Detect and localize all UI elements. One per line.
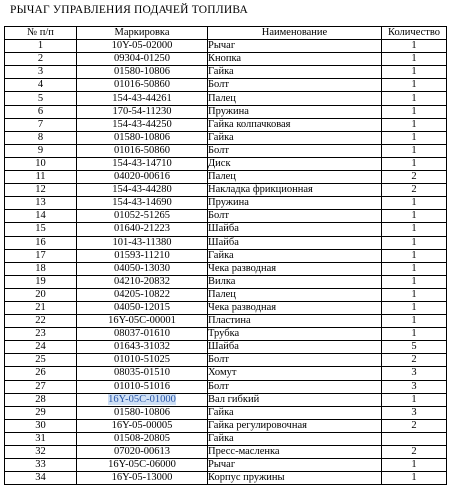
part-name-cell: Трубка bbox=[208, 328, 382, 341]
quantity-cell: 1 bbox=[382, 288, 447, 301]
row-number-cell: 31 bbox=[5, 432, 77, 445]
part-name-cell: Болт bbox=[208, 144, 382, 157]
quantity-cell: 1 bbox=[382, 131, 447, 144]
table-body bbox=[5, 40, 447, 485]
quantity-cell: 2 bbox=[382, 446, 447, 459]
quantity-cell: 1 bbox=[382, 249, 447, 262]
table-row bbox=[5, 184, 447, 197]
part-code-cell: 08035-01510 bbox=[77, 367, 208, 380]
quantity-cell: 1 bbox=[382, 144, 447, 157]
part-code-cell: 154-43-14710 bbox=[77, 157, 208, 170]
table-row bbox=[5, 197, 447, 210]
part-code-cell: 04050-13030 bbox=[77, 262, 208, 275]
row-number-cell: 13 bbox=[5, 197, 77, 210]
part-name-cell: Палец bbox=[208, 288, 382, 301]
part-name-cell: Гайка регулировочная bbox=[208, 419, 382, 432]
part-name-cell: Пластина bbox=[208, 315, 382, 328]
part-code-cell: 01643-31032 bbox=[77, 341, 208, 354]
part-name-cell: Чека разводная bbox=[208, 262, 382, 275]
table-row bbox=[5, 419, 447, 432]
row-number-cell: 7 bbox=[5, 118, 77, 131]
part-name-cell: Пресс-масленка bbox=[208, 446, 382, 459]
row-number-cell: 2 bbox=[5, 53, 77, 66]
table-row bbox=[5, 341, 447, 354]
part-name-cell: Вилка bbox=[208, 275, 382, 288]
part-code-cell: 01580-10806 bbox=[77, 131, 208, 144]
table-row bbox=[5, 92, 447, 105]
row-number-cell: 30 bbox=[5, 419, 77, 432]
table-header-row bbox=[5, 27, 447, 40]
quantity-cell: 1 bbox=[382, 315, 447, 328]
quantity-cell: 1 bbox=[382, 210, 447, 223]
table-row bbox=[5, 367, 447, 380]
table-row bbox=[5, 288, 447, 301]
row-number-cell: 1 bbox=[5, 40, 77, 53]
part-code-cell: 09304-01250 bbox=[77, 53, 208, 66]
part-code-cell: 08037-01610 bbox=[77, 328, 208, 341]
table-row bbox=[5, 380, 447, 393]
part-code-cell: 01580-10806 bbox=[77, 66, 208, 79]
quantity-cell: 1 bbox=[382, 40, 447, 53]
row-number-cell: 18 bbox=[5, 262, 77, 275]
part-name-cell: Рычаг bbox=[208, 459, 382, 472]
part-code-cell: 01580-10806 bbox=[77, 406, 208, 419]
row-number-cell: 24 bbox=[5, 341, 77, 354]
part-code-cell: 16Y-05-00005 bbox=[77, 419, 208, 432]
table-row bbox=[5, 105, 447, 118]
table-row bbox=[5, 223, 447, 236]
table-row bbox=[5, 328, 447, 341]
quantity-cell: 2 bbox=[382, 419, 447, 432]
quantity-cell: 5 bbox=[382, 341, 447, 354]
part-code-cell: 04205-10822 bbox=[77, 288, 208, 301]
part-name-cell: Чека разводная bbox=[208, 301, 382, 314]
part-name-cell: Шайба bbox=[208, 341, 382, 354]
quantity-cell: 1 bbox=[382, 301, 447, 314]
part-code-cell: 01508-20805 bbox=[77, 432, 208, 445]
part-code-cell: 01010-51016 bbox=[77, 380, 208, 393]
page-title: РЫЧАГ УПРАВЛЕНИЯ ПОДАЧЕЙ ТОПЛИВА bbox=[10, 4, 248, 16]
table-row bbox=[5, 472, 447, 485]
header-number: № п/п bbox=[5, 27, 77, 40]
row-number-cell: 15 bbox=[5, 223, 77, 236]
row-number-cell: 3 bbox=[5, 66, 77, 79]
part-name-cell: Болт bbox=[208, 79, 382, 92]
row-number-cell: 8 bbox=[5, 131, 77, 144]
row-number-cell: 5 bbox=[5, 92, 77, 105]
part-code-cell: 01010-51025 bbox=[77, 354, 208, 367]
part-code-cell: 154-43-44261 bbox=[77, 92, 208, 105]
row-number-cell: 23 bbox=[5, 328, 77, 341]
part-code-cell: 154-43-44280 bbox=[77, 184, 208, 197]
part-name-cell: Гайка bbox=[208, 66, 382, 79]
part-code-cell: 154-43-44250 bbox=[77, 118, 208, 131]
row-number-cell: 11 bbox=[5, 171, 77, 184]
part-code-cell: 01640-21223 bbox=[77, 223, 208, 236]
table-row bbox=[5, 144, 447, 157]
parts-table bbox=[4, 26, 447, 485]
part-code-cell: 04210-20832 bbox=[77, 275, 208, 288]
part-name-cell: Шайба bbox=[208, 236, 382, 249]
part-name-cell: Хомут bbox=[208, 367, 382, 380]
row-number-cell: 32 bbox=[5, 446, 77, 459]
header-quantity: Количество bbox=[382, 27, 447, 40]
quantity-cell: 1 bbox=[382, 118, 447, 131]
table-row bbox=[5, 210, 447, 223]
row-number-cell: 27 bbox=[5, 380, 77, 393]
row-number-cell: 29 bbox=[5, 406, 77, 419]
part-name-cell: Палец bbox=[208, 171, 382, 184]
quantity-cell: 2 bbox=[382, 184, 447, 197]
quantity-cell: 1 bbox=[382, 223, 447, 236]
part-name-cell: Болт bbox=[208, 380, 382, 393]
table-row bbox=[5, 432, 447, 445]
quantity-cell: 3 bbox=[382, 367, 447, 380]
part-name-cell: Болт bbox=[208, 354, 382, 367]
part-code-cell: 04050-12015 bbox=[77, 301, 208, 314]
table-row bbox=[5, 315, 447, 328]
part-name-cell: Гайка bbox=[208, 432, 382, 445]
quantity-cell: 1 bbox=[382, 197, 447, 210]
part-name-cell: Диск bbox=[208, 157, 382, 170]
row-number-cell: 20 bbox=[5, 288, 77, 301]
row-number-cell: 16 bbox=[5, 236, 77, 249]
quantity-cell: 1 bbox=[382, 472, 447, 485]
part-name-cell: Кнопка bbox=[208, 53, 382, 66]
row-number-cell: 4 bbox=[5, 79, 77, 92]
table-row bbox=[5, 79, 447, 92]
table-row bbox=[5, 393, 447, 406]
header-name: Наименование bbox=[208, 27, 382, 40]
table-row bbox=[5, 40, 447, 53]
part-name-cell: Пружина bbox=[208, 105, 382, 118]
table-row bbox=[5, 459, 447, 472]
table-row bbox=[5, 236, 447, 249]
part-name-cell: Корпус пружины bbox=[208, 472, 382, 485]
quantity-cell bbox=[382, 432, 447, 445]
row-number-cell: 21 bbox=[5, 301, 77, 314]
quantity-cell: 3 bbox=[382, 380, 447, 393]
part-name-cell: Гайка bbox=[208, 406, 382, 419]
quantity-cell: 2 bbox=[382, 171, 447, 184]
quantity-cell: 1 bbox=[382, 66, 447, 79]
quantity-cell: 1 bbox=[382, 459, 447, 472]
row-number-cell: 25 bbox=[5, 354, 77, 367]
table-row bbox=[5, 53, 447, 66]
quantity-cell: 1 bbox=[382, 393, 447, 406]
table-row bbox=[5, 275, 447, 288]
row-number-cell: 14 bbox=[5, 210, 77, 223]
table-row bbox=[5, 131, 447, 144]
quantity-cell: 1 bbox=[382, 79, 447, 92]
row-number-cell: 9 bbox=[5, 144, 77, 157]
row-number-cell: 12 bbox=[5, 184, 77, 197]
quantity-cell: 3 bbox=[382, 406, 447, 419]
quantity-cell: 2 bbox=[382, 354, 447, 367]
part-code-cell: 16Y-05C-00001 bbox=[77, 315, 208, 328]
table-row bbox=[5, 171, 447, 184]
quantity-cell: 1 bbox=[382, 328, 447, 341]
part-code-cell: 101-43-11380 bbox=[77, 236, 208, 249]
row-number-cell: 17 bbox=[5, 249, 77, 262]
row-number-cell: 10 bbox=[5, 157, 77, 170]
table-row bbox=[5, 249, 447, 262]
quantity-cell: 1 bbox=[382, 92, 447, 105]
part-name-cell: Гайка bbox=[208, 249, 382, 262]
row-number-cell: 22 bbox=[5, 315, 77, 328]
table-row bbox=[5, 446, 447, 459]
quantity-cell: 1 bbox=[382, 236, 447, 249]
part-name-cell: Палец bbox=[208, 92, 382, 105]
part-code-cell: 16Y-05C-06000 bbox=[77, 459, 208, 472]
table-row bbox=[5, 66, 447, 79]
table-row bbox=[5, 118, 447, 131]
part-code-cell: 01593-11210 bbox=[77, 249, 208, 262]
part-name-cell: Гайка колпачковая bbox=[208, 118, 382, 131]
part-code-cell bbox=[77, 393, 208, 406]
table-row bbox=[5, 301, 447, 314]
selected-code-text[interactable]: 16Y-05C-01000 bbox=[108, 393, 176, 405]
part-name-cell: Гайка bbox=[208, 131, 382, 144]
row-number-cell: 34 bbox=[5, 472, 77, 485]
table-row bbox=[5, 262, 447, 275]
row-number-cell: 28 bbox=[5, 393, 77, 406]
quantity-cell: 1 bbox=[382, 105, 447, 118]
part-code-cell: 170-54-11230 bbox=[77, 105, 208, 118]
part-code-cell: 04020-00616 bbox=[77, 171, 208, 184]
row-number-cell: 33 bbox=[5, 459, 77, 472]
table-row bbox=[5, 157, 447, 170]
part-code-cell: 10Y-05-02000 bbox=[77, 40, 208, 53]
quantity-cell: 1 bbox=[382, 275, 447, 288]
part-name-cell: Вал гибкий bbox=[208, 393, 382, 406]
quantity-cell: 1 bbox=[382, 157, 447, 170]
part-code-cell: 154-43-14690 bbox=[77, 197, 208, 210]
part-name-cell: Пружина bbox=[208, 197, 382, 210]
part-name-cell: Рычаг bbox=[208, 40, 382, 53]
part-code-cell: 16Y-05-13000 bbox=[77, 472, 208, 485]
table-row bbox=[5, 354, 447, 367]
part-name-cell: Шайба bbox=[208, 223, 382, 236]
header-code: Маркировка bbox=[77, 27, 208, 40]
part-code-cell: 01016-50860 bbox=[77, 144, 208, 157]
part-code-cell: 07020-00613 bbox=[77, 446, 208, 459]
quantity-cell: 1 bbox=[382, 53, 447, 66]
part-name-cell: Болт bbox=[208, 210, 382, 223]
part-name-cell: Накладка фрикционная bbox=[208, 184, 382, 197]
row-number-cell: 26 bbox=[5, 367, 77, 380]
row-number-cell: 6 bbox=[5, 105, 77, 118]
row-number-cell: 19 bbox=[5, 275, 77, 288]
table-row bbox=[5, 406, 447, 419]
quantity-cell: 1 bbox=[382, 262, 447, 275]
part-code-cell: 01016-50860 bbox=[77, 79, 208, 92]
part-code-cell: 01052-51265 bbox=[77, 210, 208, 223]
